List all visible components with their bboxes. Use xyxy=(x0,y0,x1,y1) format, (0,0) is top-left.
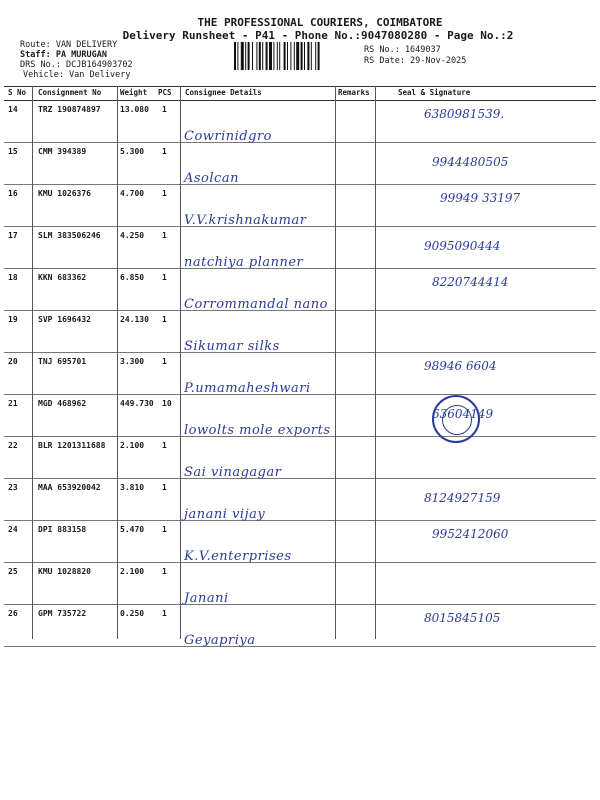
row-weight: 4.700 xyxy=(120,189,145,198)
row-signature-handwritten: 99949 33197 xyxy=(440,191,521,205)
row-consignment-no: MAA 653920042 xyxy=(38,483,101,492)
row-signature-handwritten: 6380981539. xyxy=(424,107,505,121)
barcode-bar xyxy=(277,42,278,70)
row-weight: 24.130 xyxy=(120,315,149,324)
row-consignment-no: BLR 1201311688 xyxy=(38,441,106,450)
row-sno: 21 xyxy=(8,399,18,408)
row-sno: 16 xyxy=(8,189,18,198)
row-consignment-no: SVP 1696432 xyxy=(38,315,91,324)
barcode-bar xyxy=(245,42,246,70)
row-sno: 24 xyxy=(8,525,18,534)
table-row xyxy=(4,269,596,311)
row-sno: 23 xyxy=(8,483,18,492)
row-consignment-no: TNJ 695701 xyxy=(38,357,87,366)
row-sno: 22 xyxy=(8,441,18,450)
row-consignment-no: GPM 735722 xyxy=(38,609,87,618)
row-pcs: 10 xyxy=(162,399,172,408)
table-row xyxy=(4,437,596,479)
row-signature-handwritten: 8220744414 xyxy=(432,275,509,289)
barcode-bar xyxy=(259,42,261,70)
row-consignee-handwritten: natchiya planner xyxy=(184,255,304,270)
row-consignee-handwritten: K.V.enterprises xyxy=(184,549,292,564)
barcode-bar xyxy=(296,42,299,70)
table-body xyxy=(4,101,596,647)
row-consignee-handwritten: P.umamaheshwari xyxy=(184,381,311,396)
table-row xyxy=(4,521,596,563)
table-header xyxy=(4,86,596,101)
table-row xyxy=(4,185,596,227)
table-row xyxy=(4,353,596,395)
table-row xyxy=(4,101,596,143)
row-pcs: 1 xyxy=(162,315,167,324)
runsheet-subtitle: Delivery Runsheet - P41 - Phone No.:9047080280 - Page No.:2 xyxy=(122,29,514,42)
row-weight: 13.080 xyxy=(120,105,149,114)
row-pcs: 1 xyxy=(162,357,167,366)
table-row xyxy=(4,143,596,185)
barcode-bar xyxy=(304,42,305,70)
row-signature-handwritten: 8015845105 xyxy=(424,611,501,625)
barcode-bar xyxy=(284,42,286,70)
row-weight: 0.250 xyxy=(120,609,145,618)
row-signature-handwritten: 9095090444 xyxy=(424,239,501,253)
column-divider xyxy=(375,86,376,639)
route-label: Route: VAN DELIVERY xyxy=(20,40,118,50)
table-row xyxy=(4,311,596,353)
barcode-bar xyxy=(248,42,250,70)
row-signature-handwritten: 98946 6604 xyxy=(424,359,497,373)
barcode-bar xyxy=(311,42,312,70)
row-consignee-handwritten: Geyapriya xyxy=(184,633,256,648)
row-sno: 25 xyxy=(8,567,18,576)
table-row xyxy=(4,563,596,605)
row-consignment-no: TRZ 190874897 xyxy=(38,105,101,114)
table-row xyxy=(4,605,596,647)
row-consignee-handwritten: Sai vinagagar xyxy=(184,465,282,480)
table-row xyxy=(4,395,596,437)
row-weight: 5.300 xyxy=(120,147,145,156)
barcode-bar xyxy=(256,42,257,70)
row-consignee-handwritten: Corrommandal nano xyxy=(184,297,328,312)
column-divider xyxy=(117,86,118,639)
row-pcs: 1 xyxy=(162,105,167,114)
row-weight: 4.250 xyxy=(120,231,145,240)
row-sno: 20 xyxy=(8,357,18,366)
row-sno: 26 xyxy=(8,609,18,618)
row-pcs: 1 xyxy=(162,609,167,618)
barcode-bar xyxy=(273,42,274,70)
runsheet-title: THE PROFESSIONAL COURIERS, COIMBATORE xyxy=(197,16,443,29)
row-sno: 18 xyxy=(8,273,18,282)
barcode xyxy=(234,42,362,70)
row-consignment-no: SLM 383506246 xyxy=(38,231,101,240)
col-consignee: Consignee Details xyxy=(185,88,262,97)
row-sno: 17 xyxy=(8,231,18,240)
column-divider xyxy=(180,86,181,639)
row-consignee-handwritten: Janani xyxy=(184,591,229,606)
row-pcs: 1 xyxy=(162,441,167,450)
barcode-bar xyxy=(294,42,295,70)
row-weight: 3.300 xyxy=(120,357,145,366)
barcode-bar xyxy=(269,42,272,70)
row-weight: 3.810 xyxy=(120,483,145,492)
row-weight: 2.100 xyxy=(120,441,145,450)
barcode-bar xyxy=(241,42,244,70)
barcode-bar xyxy=(266,42,268,70)
barcode-bar xyxy=(287,42,288,70)
drs-number: DRS No.: DCJB164903702 xyxy=(20,60,133,70)
row-consignee-handwritten: Cowrinidgro xyxy=(184,129,272,144)
rs-number: RS No.: 1649037 xyxy=(364,45,441,55)
row-consignee-handwritten: Sikumar silks xyxy=(184,339,280,354)
row-consignee-handwritten: V.V.krishnakumar xyxy=(184,213,307,228)
row-consignment-no: DPI 883158 xyxy=(38,525,87,534)
barcode-bar xyxy=(234,42,236,70)
col-consignment: Consignment No xyxy=(38,88,102,97)
col-sno: S No xyxy=(8,88,27,97)
col-seal: Seal & Signature xyxy=(398,88,471,97)
barcode-bar xyxy=(290,42,291,70)
rs-info xyxy=(364,45,466,67)
staff-label: Staff: PA MURUGAN xyxy=(20,50,107,60)
row-consignee-handwritten: janani vijay xyxy=(184,507,266,522)
table-row xyxy=(4,479,596,521)
route-info xyxy=(20,40,133,80)
row-sno: 14 xyxy=(8,105,18,114)
row-consignment-no: KMU 1028820 xyxy=(38,567,91,576)
row-signature-handwritten: 9952412060 xyxy=(432,527,509,541)
row-pcs: 1 xyxy=(162,273,167,282)
row-consignment-no: MGD 468962 xyxy=(38,399,87,408)
barcode-bar xyxy=(301,42,303,70)
barcode-bar xyxy=(307,42,309,70)
row-sno: 19 xyxy=(8,315,18,324)
row-consignment-no: KKN 683362 xyxy=(38,273,87,282)
barcode-bar xyxy=(237,42,238,70)
row-pcs: 1 xyxy=(162,147,167,156)
row-weight: 449.730 xyxy=(120,399,154,408)
col-weight: Weight xyxy=(120,88,148,97)
table-row xyxy=(4,227,596,269)
row-signature-handwritten: 8124927159 xyxy=(424,491,501,505)
row-pcs: 1 xyxy=(162,483,167,492)
barcode-bar xyxy=(315,42,316,70)
row-consignment-no: KMU 1026376 xyxy=(38,189,91,198)
seal-stamp xyxy=(432,395,480,443)
row-pcs: 1 xyxy=(162,231,167,240)
barcode-bar xyxy=(318,42,320,70)
row-consignee-handwritten: Asolcan xyxy=(184,171,239,186)
barcode-bar xyxy=(279,42,280,70)
row-consignee-handwritten: lowolts mole exports xyxy=(184,423,331,438)
vehicle-label: Vehicle: Van Delivery xyxy=(23,70,131,80)
row-weight: 2.100 xyxy=(120,567,145,576)
seal-stamp-inner xyxy=(442,405,472,435)
barcode-bar xyxy=(262,42,263,70)
runsheet-table xyxy=(4,86,596,647)
col-remarks: Remarks xyxy=(338,88,370,97)
col-pcs: PCS xyxy=(158,88,172,97)
row-pcs: 1 xyxy=(162,525,167,534)
barcode-bar xyxy=(252,42,253,70)
rs-date: RS Date: 29-Nov-2025 xyxy=(364,56,467,66)
row-weight: 5.470 xyxy=(120,525,145,534)
row-signature-handwritten: 63604149 xyxy=(432,407,494,421)
row-pcs: 1 xyxy=(162,189,167,198)
row-sno: 15 xyxy=(8,147,18,156)
row-weight: 6.850 xyxy=(120,273,145,282)
row-consignment-no: CMM 394389 xyxy=(38,147,87,156)
column-divider xyxy=(32,86,33,639)
column-divider xyxy=(335,86,336,639)
row-pcs: 1 xyxy=(162,567,167,576)
row-signature-handwritten: 9944480505 xyxy=(432,155,509,169)
